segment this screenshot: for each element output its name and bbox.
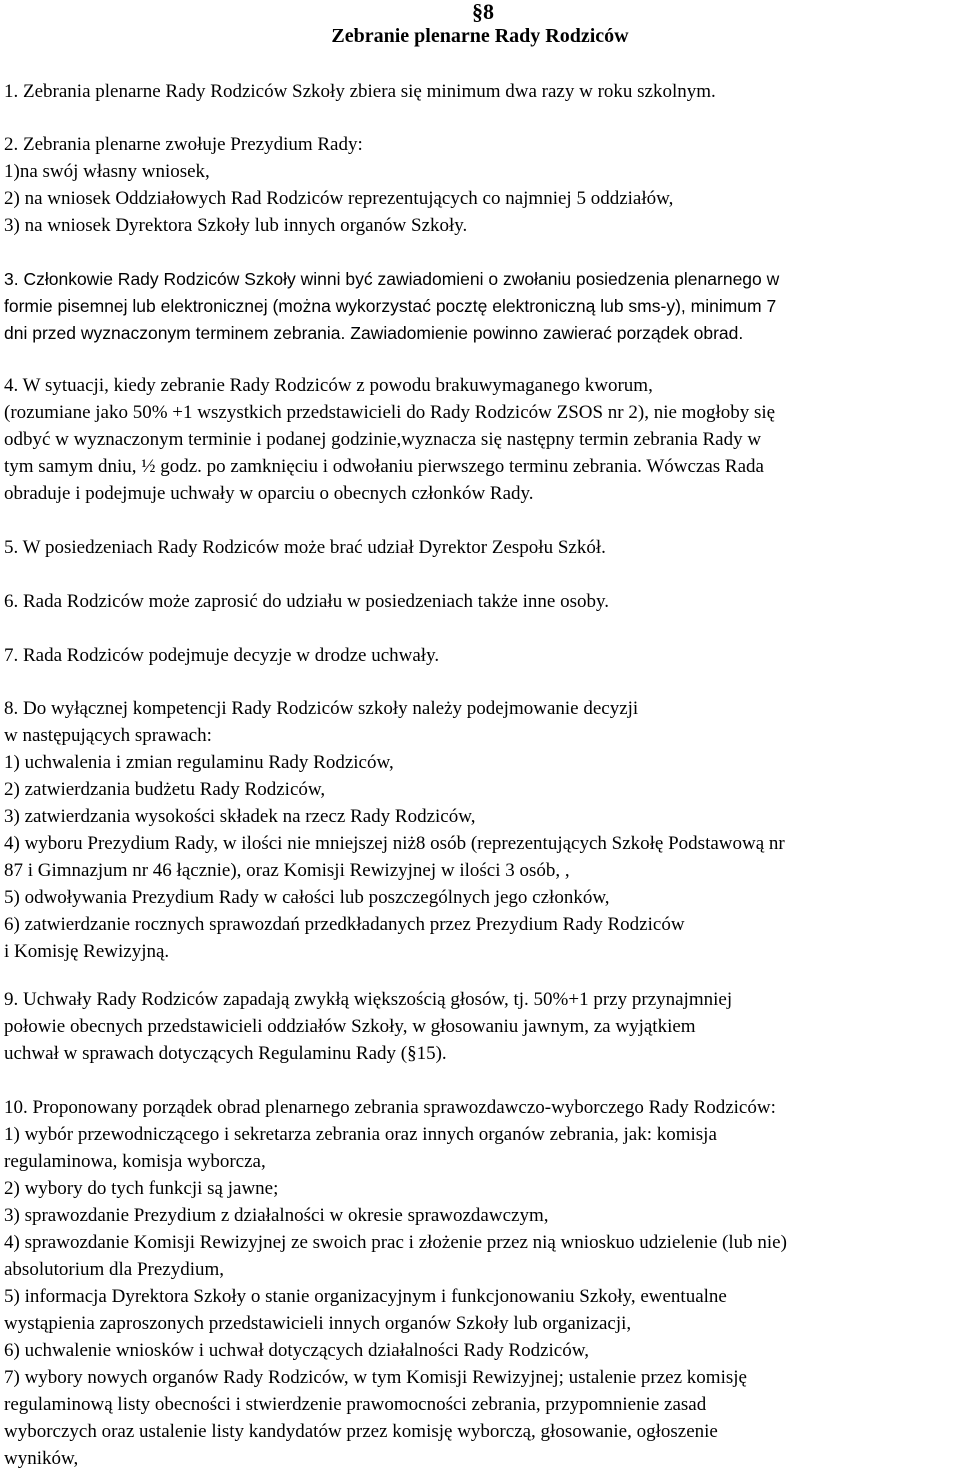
text-line: 6. Rada Rodziców może zaprosić do udziału w posiedzeniach także inne osoby. xyxy=(4,591,609,612)
paragraph-9 xyxy=(4,986,960,1067)
text-line: wyników, xyxy=(4,1448,79,1469)
list-item: 4) wyboru Prezydium Rady, w ilości nie mniejszej niż8 osób (reprezentujących Szkołę Podstawową nr xyxy=(4,833,785,854)
text-line: 8. Do wyłącznej kompetencji Rady Rodziców szkoły należy podejmowanie decyzji xyxy=(4,698,639,719)
list-item: 1) uchwalenia i zmian regulaminu Rady Rodziców, xyxy=(4,752,394,773)
text-line: 5. W posiedzeniach Rady Rodziców może brać udział Dyrektor Zespołu Szkół. xyxy=(4,537,606,558)
text-line: regulaminową listy obecności i stwierdzenie prawomocności zebrania, przypomnienie zasad xyxy=(4,1394,707,1415)
paragraph-10 xyxy=(4,1094,960,1472)
text-line: w następujących sprawach: xyxy=(4,725,212,746)
list-item: 2) wybory do tych funkcji są jawne; xyxy=(4,1178,279,1199)
text-line: 7. Rada Rodziców podejmuje decyzje w drodze uchwały. xyxy=(4,645,440,666)
text-line: 3. Członkowie Rady Rodziców Szkoły winni być zawiadomieni o zwołaniu posiedzenia plenarnego w xyxy=(4,269,780,289)
text-line: 9. Uchwały Rady Rodziców zapadają zwykłą większością głosów, tj. 50%+1 przy przynajmniej xyxy=(4,989,733,1010)
paragraph-3 xyxy=(4,266,960,347)
paragraph-8 xyxy=(4,695,960,965)
text-line: 3) na wniosek Dyrektora Szkoły lub innych organów Szkoły. xyxy=(4,215,468,236)
list-item: 3) zatwierdzania wysokości składek na rzecz Rady Rodziców, xyxy=(4,806,476,827)
text-line: połowie obecnych przedstawicieli oddziałów Szkoły, w głosowaniu jawnym, za wyjątkiem xyxy=(4,1016,696,1037)
text-line: (rozumiane jako 50% +1 wszystkich przedstawicieli do Rady Rodziców ZSOS nr 2), nie mogłoby się xyxy=(4,402,776,423)
text-line: 1)na swój własny wniosek, xyxy=(4,161,210,182)
list-item: 5) informacja Dyrektora Szkoły o stanie organizacyjnym i funkcjonowaniu Szkoły, ewentualne xyxy=(4,1286,727,1307)
paragraph-5 xyxy=(4,534,960,561)
text-line: 10. Proponowany porządek obrad plenarnego zebrania sprawozdawczo-wyborczego Rady Rodziców: xyxy=(4,1097,776,1118)
text-line: i Komisję Rewizyjną. xyxy=(4,941,170,962)
list-item: 2) zatwierdzania budżetu Rady Rodziców, xyxy=(4,779,326,800)
list-item: 1) wybór przewodniczącego i sekretarza zebrania oraz innych organów zebrania, jak: komisja xyxy=(4,1124,717,1145)
text-line: obraduje i podejmuje uchwały w oparciu o obecnych członków Rady. xyxy=(4,483,534,504)
list-item: 3) sprawozdanie Prezydium z działalności w okresie sprawozdawczym, xyxy=(4,1205,549,1226)
list-item: 5) odwoływania Prezydium Rady w całości lub poszczególnych jego członków, xyxy=(4,887,610,908)
text-line: wystąpienia zaproszonych przedstawicieli innych organów Szkoły lub organizacji, xyxy=(4,1313,632,1334)
text-line: 2. Zebrania plenarne zwołuje Prezydium Rady: xyxy=(4,134,363,155)
text-line: tym samym dniu, ½ godz. po zamknięciu i odwołaniu pierwszego terminu zebrania. Wówczas Rada xyxy=(4,456,764,477)
section-number: §8 xyxy=(472,0,494,24)
paragraph-1 xyxy=(4,78,960,105)
text-line: uchwał w sprawach dotyczących Regulaminu Rady (§15). xyxy=(4,1043,447,1064)
text-line: dni przed wyznaczonym terminem zebrania. Zawiadomienie powinno zawierać porządek obrad. xyxy=(4,323,744,343)
section-title: Zebranie plenarne Rady Rodziców xyxy=(331,25,629,47)
list-item: 7) wybory nowych organów Rady Rodziców, w tym Komisji Rewizyjnej; ustalenie przez komisję xyxy=(4,1367,747,1388)
list-item: 6) zatwierdzanie rocznych sprawozdań przedkładanych przez Prezydium Rady Rodziców xyxy=(4,914,685,935)
text-line: formie pisemnej lub elektronicznej (można wykorzystać pocztę elektroniczną lub sms-y), minimum 7 xyxy=(4,296,777,316)
list-item: 6) uchwalenie wniosków i uchwał dotyczących działalności Rady Rodziców, xyxy=(4,1340,589,1361)
text-line: 1. Zebrania plenarne Rady Rodziców Szkoły zbiera się minimum dwa razy w roku szkolnym. xyxy=(4,81,716,102)
paragraph-2 xyxy=(4,131,960,239)
text-line: wyborczych oraz ustalenie listy kandydatów przez komisję wyborczą, głosowanie, ogłoszenie xyxy=(4,1421,718,1442)
paragraph-4 xyxy=(4,372,960,507)
paragraph-6 xyxy=(4,588,960,615)
text-line: 87 i Gimnazjum nr 46 łącznie), oraz Komisji Rewizyjnej w ilości 3 osób, , xyxy=(4,860,570,881)
text-line: absolutorium dla Prezydium, xyxy=(4,1259,225,1280)
text-line: 2) na wniosek Oddziałowych Rad Rodziców reprezentujących co najmniej 5 oddziałów, xyxy=(4,188,674,209)
text-line: regulaminowa, komisja wyborcza, xyxy=(4,1151,266,1172)
paragraph-7 xyxy=(4,642,960,669)
text-line: odbyć w wyznaczonym terminie i podanej godzinie,wyznacza się następny termin zebrania Rady w xyxy=(4,429,762,450)
list-item: 4) sprawozdanie Komisji Rewizyjnej ze swoich prac i złożenie przez nią wnioskuo udzielenie (lub nie) xyxy=(4,1232,787,1253)
text-line: 4. W sytuacji, kiedy zebranie Rady Rodziców z powodu brakuwymaganego kworum, xyxy=(4,375,653,396)
